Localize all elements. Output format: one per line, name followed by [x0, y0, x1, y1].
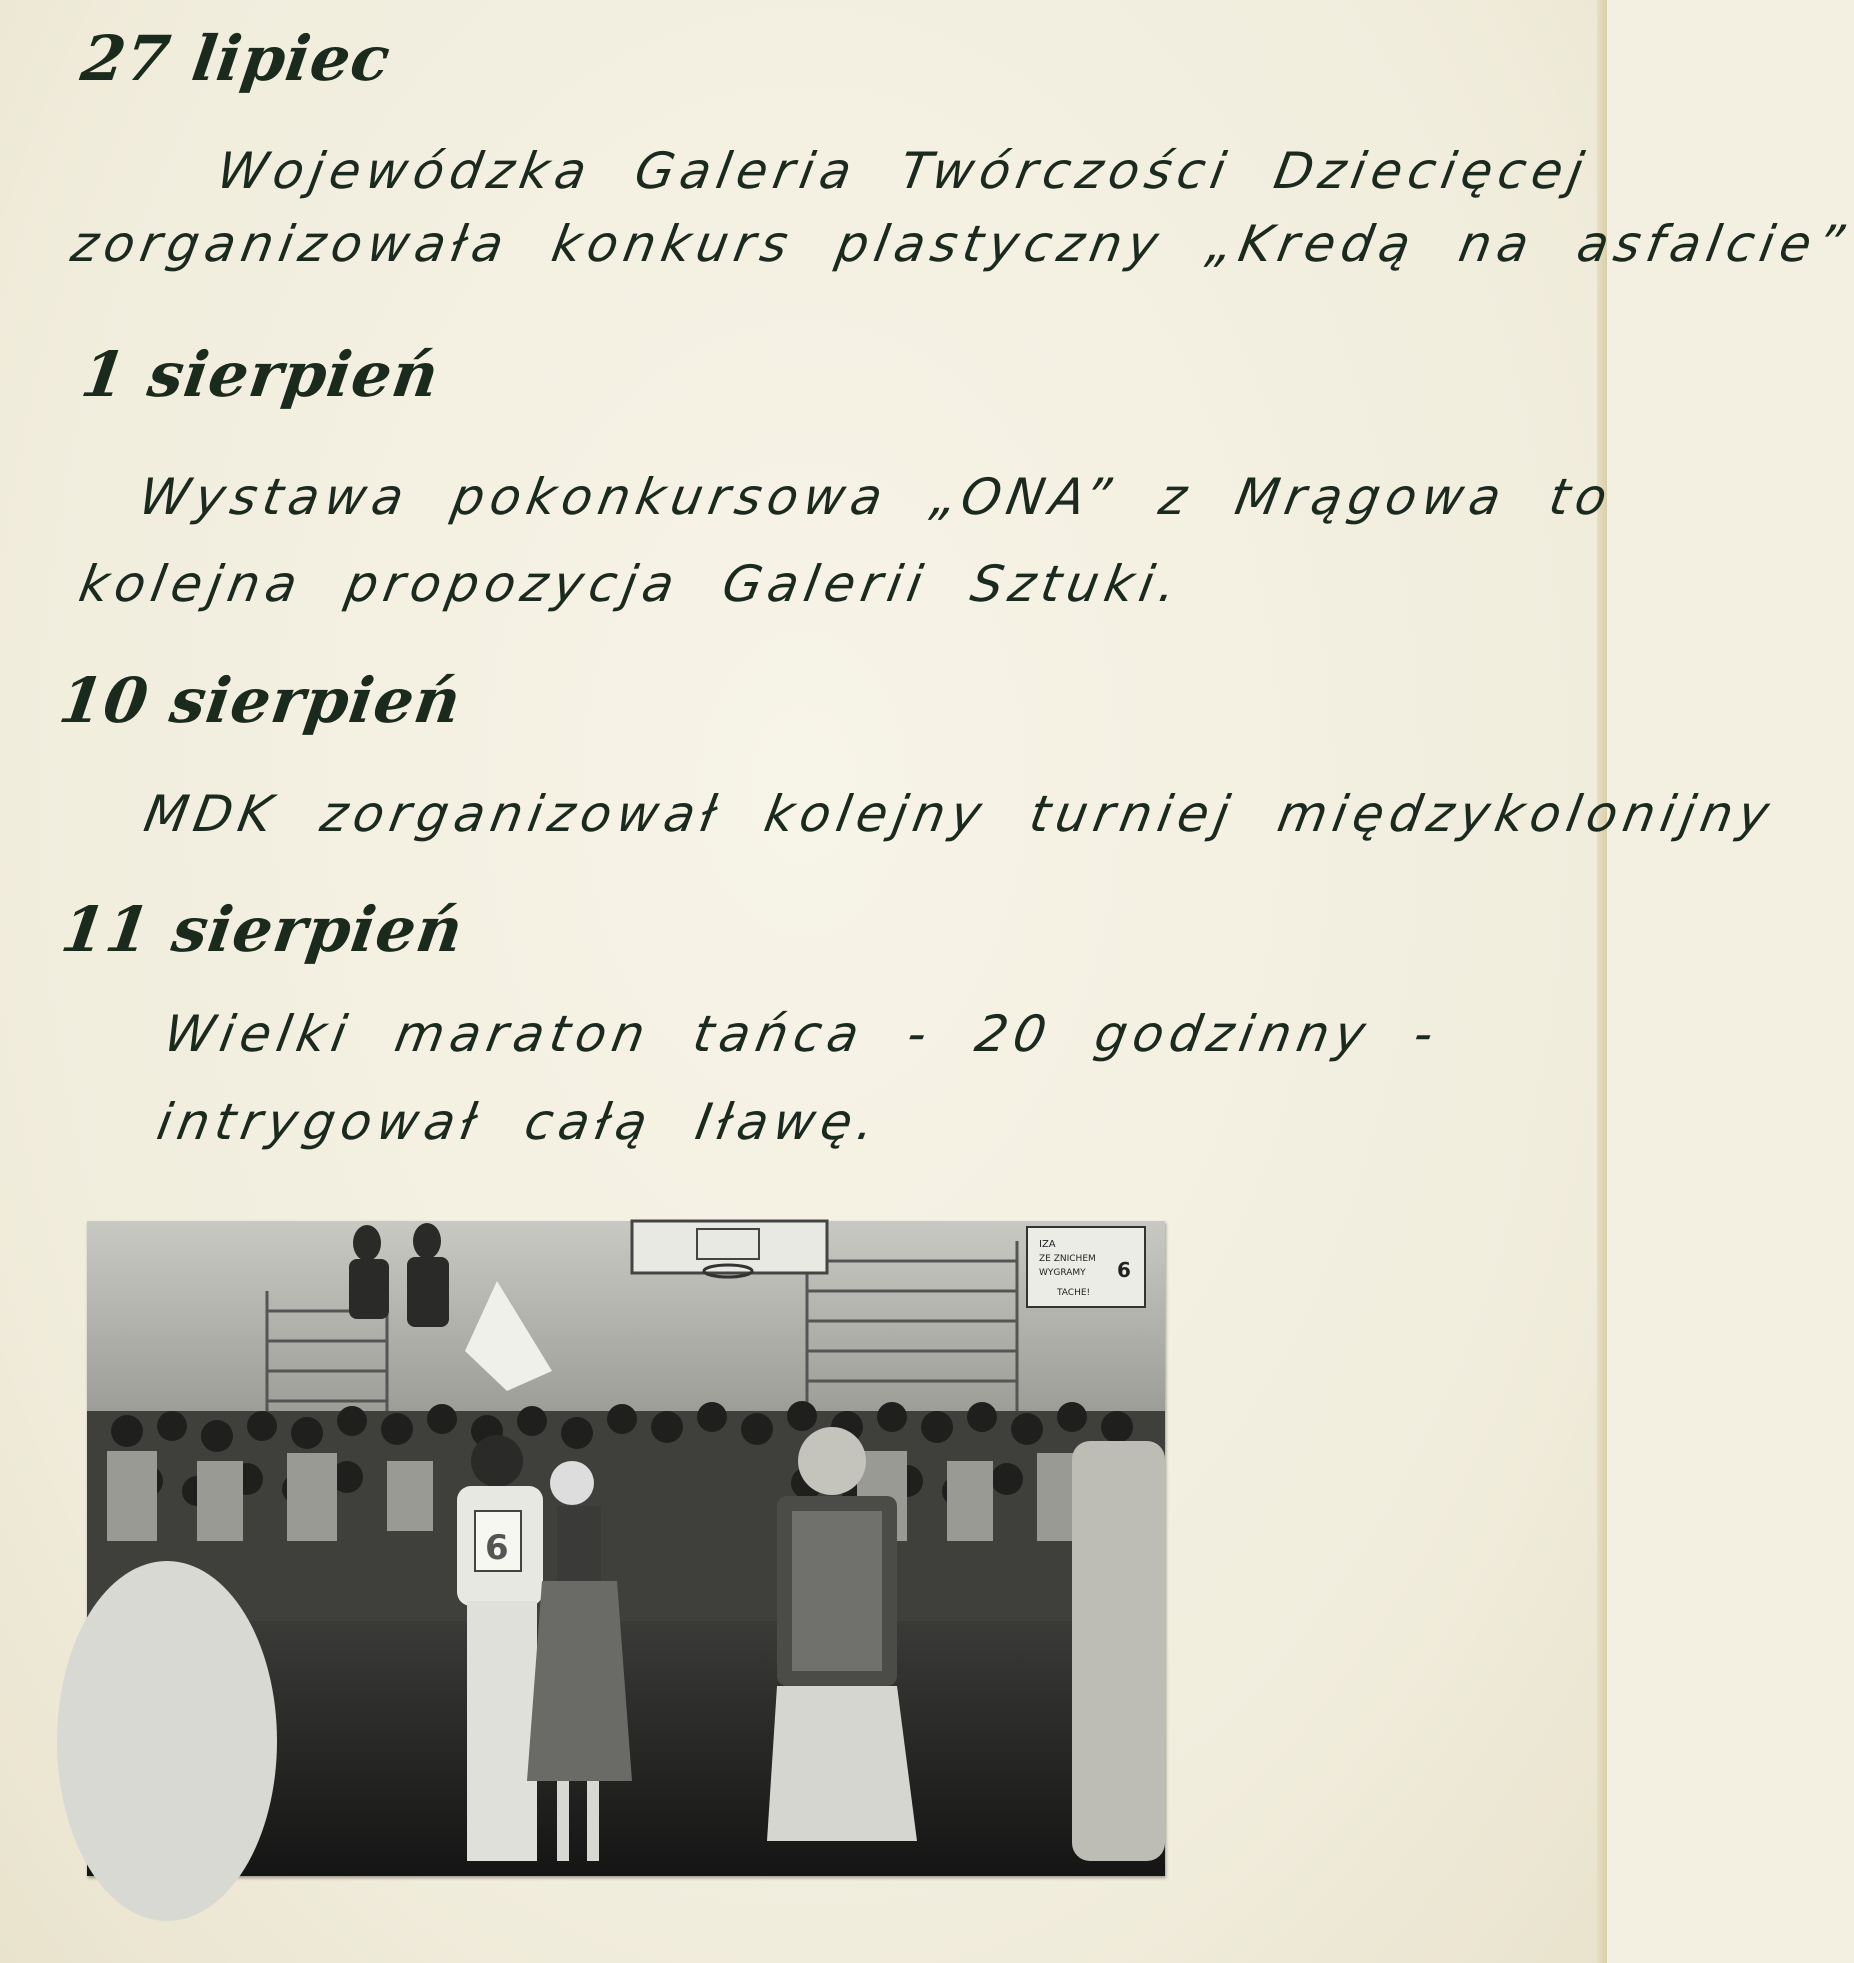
entry-text-line: Wystawa pokonkursowa „ONA” z Mrągowa to [134, 468, 1618, 526]
date-heading-27-lipiec: 27 lipiec [76, 22, 396, 95]
entry-text-line: Wielki maraton tańca - 20 godzinny - [159, 1005, 1444, 1063]
dancer-number-six [457, 1435, 543, 1861]
date-heading-10-sierpien: 10 sierpień [54, 664, 467, 737]
person-in-robe [1072, 1441, 1165, 1861]
crowd [87, 1411, 1165, 1641]
crowd-sign [1027, 1227, 1145, 1307]
dance-marathon-photo [87, 1221, 1165, 1876]
page-edge [1597, 0, 1607, 1963]
photo-scene [87, 1221, 1165, 1876]
sign-line: TACHE! [1057, 1288, 1091, 1298]
entry-text-line: intrygował całą Iławę. [152, 1093, 885, 1151]
sign-line: ZE ZNICHEM [1039, 1254, 1096, 1264]
entry-text-line: Wojewódzka Galeria Twórczości Dziecięcej [212, 142, 1594, 200]
date-heading-1-sierpien: 1 sierpień [76, 338, 444, 411]
entry-text-line: kolejna propozycja Galerii Sztuki. [74, 555, 1187, 613]
sign-line: WYGRAMY [1039, 1268, 1086, 1278]
date-heading-11-sierpien: 11 sierpień [56, 893, 469, 966]
foreground-person [57, 1561, 277, 1921]
sign-line: IZA [1039, 1239, 1056, 1250]
sign-line: 6 [1117, 1258, 1131, 1282]
entry-text-line: MDK zorganizował kolejny turniej międzykolonijny [139, 785, 1780, 843]
entry-text-line: zorganizowała konkurs plastyczny „Kredą na asfalcie” [66, 215, 1854, 273]
dancer-number: 6 [485, 1528, 509, 1568]
